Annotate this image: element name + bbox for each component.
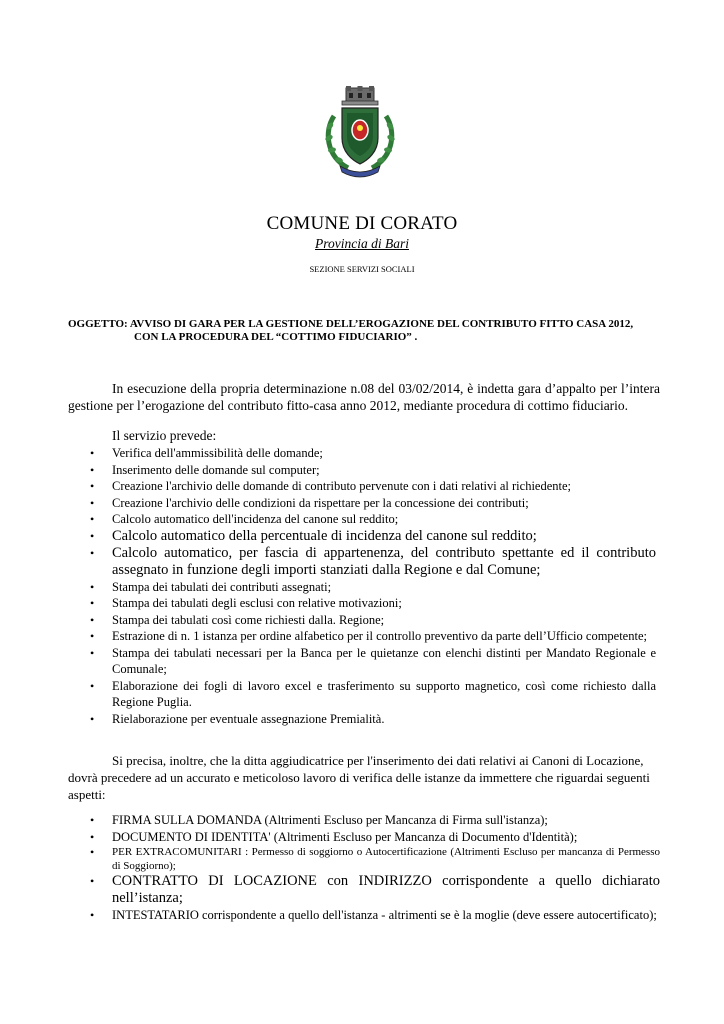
servizi-list xyxy=(90,445,656,727)
oggetto-heading xyxy=(68,318,668,344)
bullet-icon: • xyxy=(90,908,95,922)
precisa-paragraph xyxy=(68,752,660,803)
list-item: • Calcolo automatico dell'incidenza del canone sul reddito; xyxy=(90,512,399,526)
bullet-icon: • xyxy=(90,678,95,693)
list-item: • Stampa dei tabulati degli esclusi con relative motivazioni; xyxy=(90,596,402,610)
aspetti-list xyxy=(90,812,660,924)
oggetto-line-2: CON LA PROCEDURA DEL “COTTIMO FIDUCIARIO” . xyxy=(134,331,418,343)
bullet-icon: • xyxy=(90,612,95,627)
list-item: • Stampa dei tabulati dei contributi assegnati; xyxy=(90,579,332,594)
bullet-icon: • xyxy=(90,845,95,859)
coat-of-arms-icon xyxy=(318,86,402,178)
list-item: • Verifica dell'ammissibilità delle domande; xyxy=(90,446,323,460)
bullet-icon: • xyxy=(90,528,95,543)
list-item: • Elaborazione dei fogli di lavoro excel e trasferimento su supporto magnetico, così come richiesto dalla Regione Puglia. xyxy=(90,678,656,709)
intro-paragraph xyxy=(68,380,660,414)
list-item: • FIRMA SULLA DOMANDA (Altrimenti Escluso per Mancanza di Firma sull'istanza); xyxy=(90,813,548,827)
bullet-icon: • xyxy=(90,629,95,643)
list-item: • Stampa dei tabulati necessari per la Banca per le quietanze con elenchi distinti per Mandato Regionale e Comunale; xyxy=(90,645,656,676)
sezione-label: SEZIONE SERVIZI SOCIALI xyxy=(309,264,415,274)
list-item: • Estrazione di n. 1 istanza per ordine alfabetico per il controllo preventivo da parte dell’Ufficio competente; xyxy=(90,629,647,643)
bullet-icon: • xyxy=(90,596,95,610)
bullet-icon: • xyxy=(90,813,95,827)
precisa-text: Si precisa, inoltre, che la ditta aggiudicatrice per l'inserimento dei dati relativi ai Canoni di Locazione, dovrà precedere ad un accurato e meticoloso lavoro di verifica delle istanze da immettere che riguardai seguenti aspetti: xyxy=(68,753,650,802)
provincia-subtitle: Provincia di Bari xyxy=(315,236,409,251)
bullet-icon: • xyxy=(90,579,95,594)
list-item: • Creazione l'archivio delle condizioni da rispettare per la concessione dei contributi; xyxy=(90,495,529,510)
bullet-icon: • xyxy=(90,645,95,660)
servizio-label: Il servizio prevede: xyxy=(112,428,217,443)
bullet-icon: • xyxy=(90,479,95,493)
intro-text: In esecuzione della propria determinazione n.08 del 03/02/2014, è indetta gara d’appalto per l’intera gestione per l’erogazione del contributo fitto-casa anno 2012, mediante procedura di cottimo fiduciario. xyxy=(68,381,660,413)
list-item: • CONTRATTO DI LOCAZIONE con INDIRIZZO corrispondente a quello dichiarato nell’istanza; xyxy=(90,873,660,906)
list-item: • Calcolo automatico della percentuale di incidenza del canone sul reddito; xyxy=(90,527,537,544)
list-item: • DOCUMENTO DI IDENTITA' (Altrimenti Escluso per Mancanza di Documento d'Identità); xyxy=(90,829,578,844)
bullet-icon: • xyxy=(90,711,95,726)
list-item: • Inserimento delle domande sul computer; xyxy=(90,462,320,477)
list-item: • Calcolo automatico, per fascia di appartenenza, del contributo spettante ed il contributo assegnato in funzione degli importi stanziati dalla Regione e dal Comune; xyxy=(90,544,656,578)
bullet-icon: • xyxy=(90,495,95,510)
list-item: • PER EXTRACOMUNITARI : Permesso di soggiorno o Autocertificazione (Altrimenti Escluso per mancanza di Permesso di Soggiorno); xyxy=(90,845,660,872)
list-item: • Creazione l'archivio delle domande di contributo pervenute con i dati relativi al richiedente; xyxy=(90,479,572,493)
list-item: • Rielaborazione per eventuale assegnazione Premialità. xyxy=(90,711,385,726)
list-item: • Stampa dei tabulati così come richiesti dalla. Regione; xyxy=(90,612,385,627)
bullet-icon: • xyxy=(90,874,95,888)
list-item: • INTESTATARIO corrispondente a quello dell'istanza - altrimenti se è la moglie (deve essere autocertificato); xyxy=(90,908,657,922)
oggetto-line-1: OGGETTO: AVVISO DI GARA PER LA GESTIONE DELL’EROGAZIONE DEL CONTRIBUTO FITTO CASA 2012, xyxy=(68,318,634,330)
bullet-icon: • xyxy=(90,446,95,460)
bullet-icon: • xyxy=(90,512,95,526)
bullet-icon: • xyxy=(90,829,95,844)
comune-title: COMUNE DI CORATO xyxy=(266,213,458,234)
bullet-icon: • xyxy=(90,545,95,560)
bullet-icon: • xyxy=(90,462,95,477)
